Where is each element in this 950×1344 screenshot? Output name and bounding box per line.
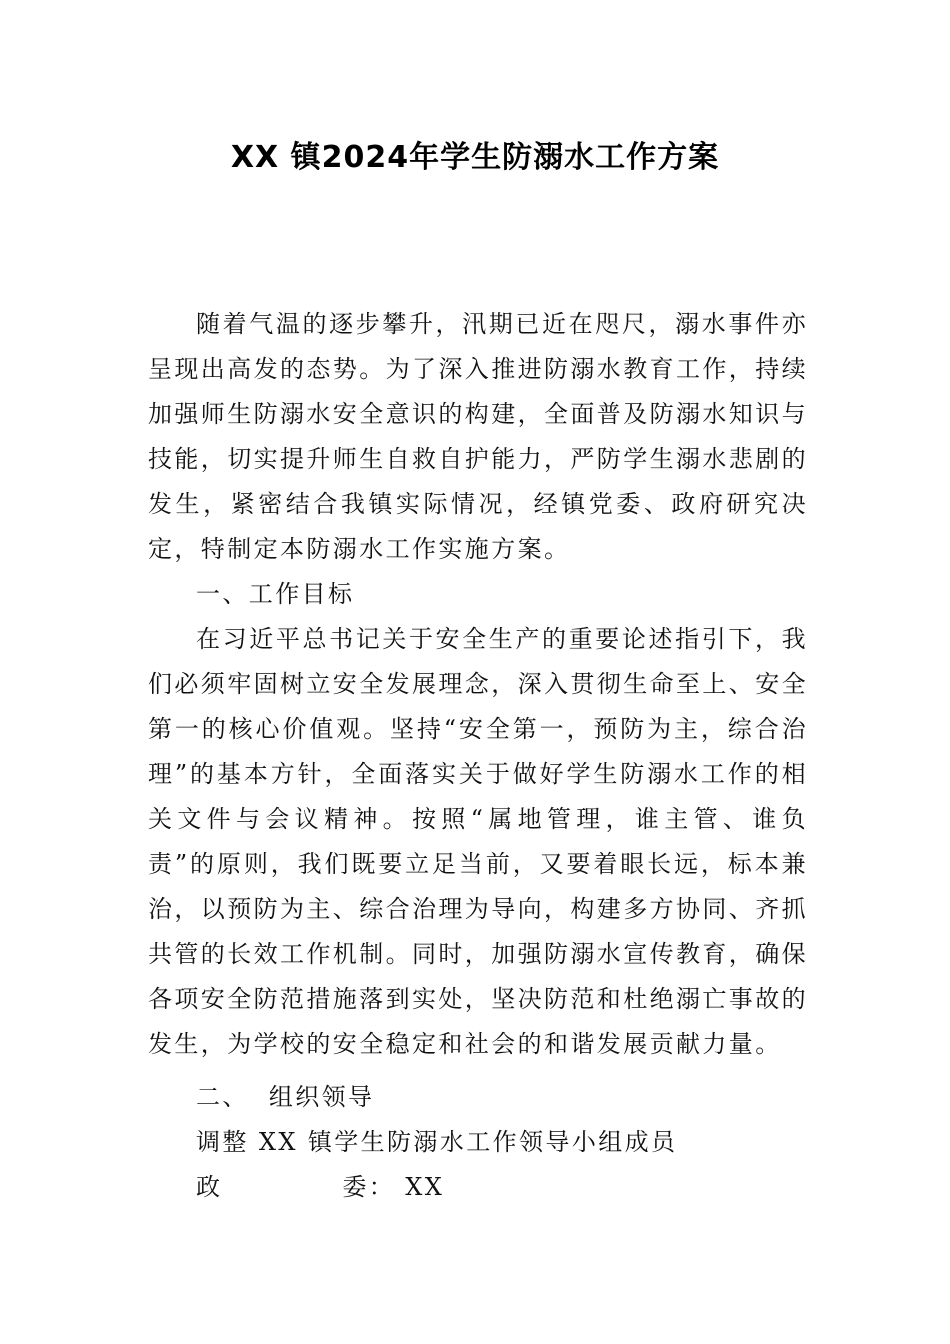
document-body — [148, 302, 808, 1210]
role-label-second: 委： — [342, 1173, 396, 1201]
role-label-first: 政 — [196, 1173, 223, 1201]
section-heading-organization: 二、 组织领导 — [196, 1083, 375, 1111]
role-line-commissar — [148, 1165, 808, 1210]
role-name: XX — [405, 1173, 445, 1201]
goals-paragraph: 在习近平总书记关于安全生产的重要论述指引下，我们必须牢固树立安全发展理念，深入贯彻生命至上、安全第一的核心价值观。坚持“安全第一，预防为主，综合治理”的基本方针，全面落实关于做好学生防溺水工作的相关文件与会议精神。按照“属地管理，谁主管、谁负责”的原则，我们既要立足当前，又要着眼长远，标本兼治，以预防为主、综合治理为导向，构建多方协同、齐抓共管的长效工作机制。同时，加强防溺水宣传教育，确保各项安全防范措施落到实处，坚决防范和杜绝溺亡事故的发生，为学校的安全稳定和社会的和谐发展贡献力量。 — [148, 625, 808, 1058]
intro-paragraph: 随着气温的逐步攀升，汛期已近在咫尺，溺水事件亦呈现出高发的态势。为了深入推进防溺水教育工作，持续加强师生防溺水安全意识的构建，全面普及防溺水知识与技能，切实提升师生自救自护能力，严防学生溺水悲剧的发生，紧密结合我镇实际情况，经镇党委、政府研究决定，特制定本防溺水工作实施方案。 — [148, 310, 808, 563]
leadership-group-line: 调整 XX 镇学生防溺水工作领导小组成员 — [196, 1128, 678, 1156]
document-title: XX 镇2024年学生防溺水工作方案 — [230, 140, 720, 175]
section-heading-goals: 一、工作目标 — [196, 580, 355, 608]
